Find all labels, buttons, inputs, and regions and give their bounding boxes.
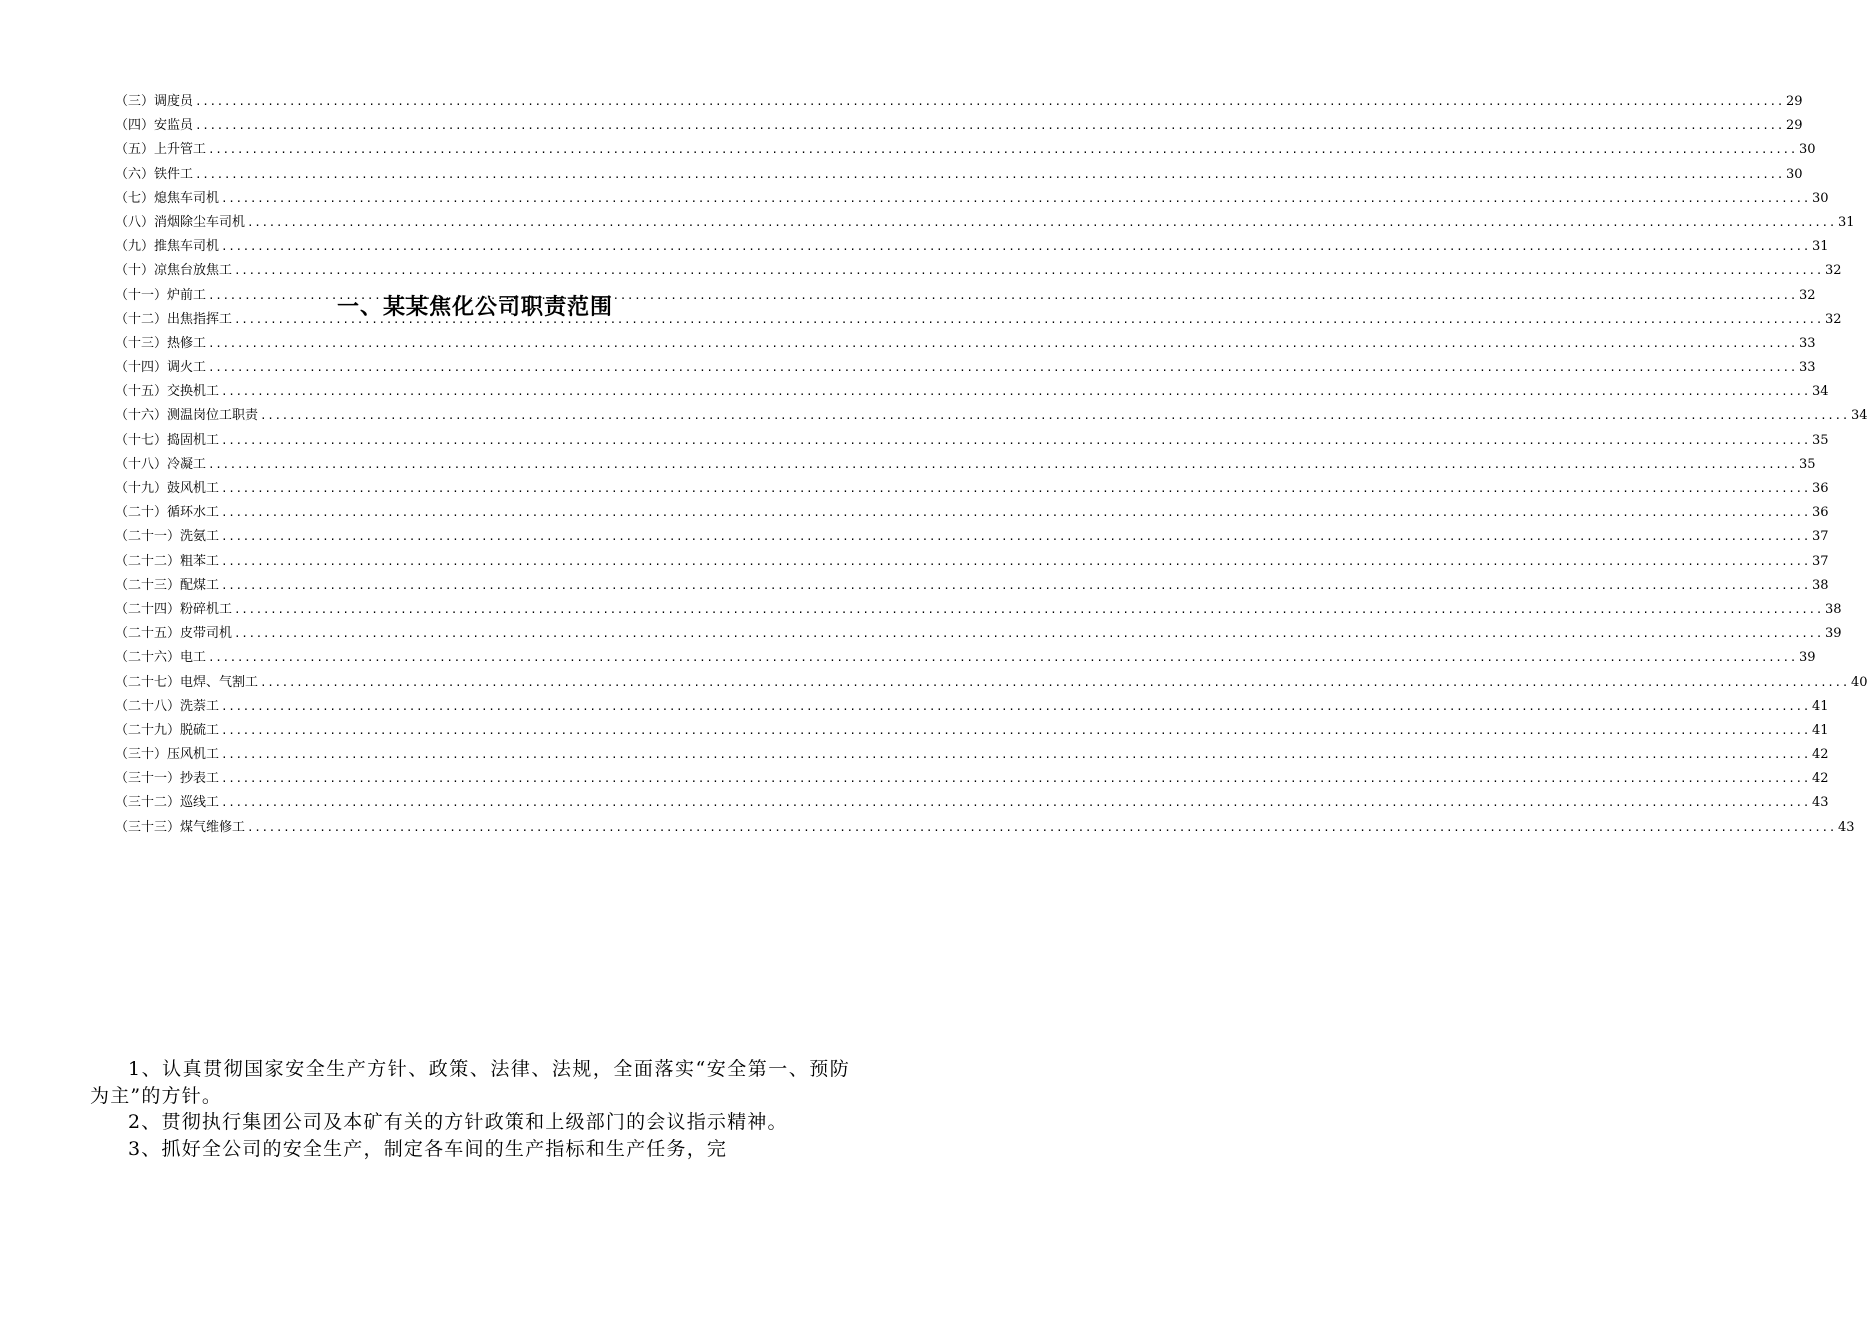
toc-leader-dots: ............................................................................................................................................................................................................................ <box>260 409 1849 423</box>
toc-entry[interactable] <box>115 211 1855 235</box>
toc-leader-dots: ............................................................................................................................................................................................................................ <box>234 312 1823 326</box>
toc-entry[interactable] <box>115 332 1816 356</box>
toc-entry[interactable] <box>115 453 1816 477</box>
toc-entry-label: （八）消烟除尘车司机 <box>115 214 246 230</box>
toc-entry-page: 29 <box>1785 94 1803 109</box>
toc-entry-page: 31 <box>1811 239 1829 255</box>
toc-entry-page: 42 <box>1811 747 1829 763</box>
toc-entry[interactable] <box>115 816 1855 840</box>
toc-entry[interactable] <box>115 380 1829 404</box>
toc-entry-label: （十六）测温岗位工职责 <box>115 408 259 424</box>
toc-entry-page: 38 <box>1811 577 1829 593</box>
toc-entry-label: （五）上升管工 <box>115 142 207 158</box>
toc-leader-dots: ............................................................................................................................................................................................................................ <box>208 143 1797 157</box>
toc-entry-page: 35 <box>1798 456 1816 472</box>
toc-entry-page: 41 <box>1811 722 1829 738</box>
toc-entry-label: （三十一）抄表工 <box>115 771 220 787</box>
toc-entry-page: 37 <box>1811 553 1829 569</box>
toc-entry-label: （十一）炉前工 <box>115 287 207 303</box>
toc-entry-label: （二十一）洗氨工 <box>115 529 220 545</box>
toc-entry[interactable] <box>115 259 1842 283</box>
toc-leader-dots: ............................................................................................................................................................................................................................ <box>208 651 1797 665</box>
toc-entry-page: 39 <box>1798 650 1816 666</box>
toc-entry-page: 34 <box>1850 408 1868 424</box>
toc-entry-label: （二十七）电焊、气割工 <box>115 674 259 690</box>
toc-leader-dots: ............................................................................................................................................................................................................................ <box>234 627 1823 641</box>
toc-entry[interactable] <box>115 767 1829 791</box>
toc-entry-page: 43 <box>1811 795 1829 811</box>
toc-leader-dots: ............................................................................................................................................................................................................................ <box>234 602 1823 616</box>
toc-entry-page: 41 <box>1811 698 1829 714</box>
toc-leader-dots: ............................................................................................................................................................................................................................ <box>208 361 1797 375</box>
toc-entry[interactable] <box>115 743 1829 767</box>
toc-entry[interactable] <box>115 646 1816 670</box>
toc-leader-dots: ............................................................................................................................................................................................................................ <box>221 796 1810 810</box>
toc-entry-label: （二十九）脱硫工 <box>115 722 220 738</box>
toc-entry-page: 32 <box>1798 287 1816 303</box>
toc-entry-label: （三十二）巡线工 <box>115 795 220 811</box>
toc-entry-label: （九）推焦车司机 <box>115 239 220 255</box>
toc-entry[interactable] <box>115 356 1816 380</box>
toc-leader-dots: ............................................................................................................................................................................................................................ <box>221 191 1810 205</box>
toc-entry-page: 40 <box>1850 674 1868 690</box>
toc-leader-dots: ............................................................................................................................................................................................................................ <box>221 578 1810 592</box>
toc-entry-page: 35 <box>1811 432 1829 448</box>
toc-entry[interactable] <box>115 477 1829 501</box>
toc-entry[interactable] <box>115 671 1868 695</box>
toc-leader-dots: ............................................................................................................................................................................................................................ <box>195 95 1784 108</box>
toc-entry[interactable] <box>115 525 1829 549</box>
toc-leader-dots: ............................................................................................................................................................................................................................ <box>221 385 1810 399</box>
toc-entry-label: （三十三）煤气维修工 <box>115 819 246 835</box>
toc-entry-label: （七）熄焦车司机 <box>115 190 220 206</box>
paragraph-2: 2、贯彻执行集团公司及本矿有关的方针政策和上级部门的会议指示精神。 <box>128 1111 788 1133</box>
toc-entry-page: 33 <box>1798 335 1816 351</box>
toc-leader-dots: ............................................................................................................................................................................................................................ <box>195 167 1784 181</box>
toc-leader-dots: ............................................................................................................................................................................................................................ <box>221 506 1810 520</box>
toc-entry[interactable] <box>115 719 1829 743</box>
toc-entry-label: （二十五）皮带司机 <box>115 626 233 642</box>
toc-entry-label: （十二）出焦指挥工 <box>115 311 233 327</box>
toc-entry-label: （三）调度员 <box>115 94 194 109</box>
toc-entry-label: （二十六）电工 <box>115 650 207 666</box>
toc-leader-dots: ............................................................................................................................................................................................................................ <box>221 433 1810 447</box>
toc-entry[interactable] <box>115 235 1829 259</box>
toc-entry[interactable] <box>115 598 1842 622</box>
toc-entry-label: （二十四）粉碎机工 <box>115 601 233 617</box>
toc-entry-label: （十四）调火工 <box>115 360 207 376</box>
toc-leader-dots: ............................................................................................................................................................................................................................ <box>221 723 1810 737</box>
toc-entry-label: （四）安监员 <box>115 118 194 134</box>
toc-entry[interactable] <box>115 90 1803 114</box>
toc-entry[interactable] <box>115 550 1829 574</box>
section-title: 一、某某焦化公司职责范围 <box>336 295 613 320</box>
toc-entry[interactable] <box>115 622 1842 646</box>
toc-entry-page: 39 <box>1824 626 1842 642</box>
toc-entry-label: （十）凉焦台放焦工 <box>115 263 233 279</box>
toc-entry-label: （六）铁件工 <box>115 166 194 182</box>
toc-entry-page: 30 <box>1798 142 1816 158</box>
toc-entry-page: 31 <box>1837 214 1855 230</box>
toc-entry-label: （十八）冷凝工 <box>115 456 207 472</box>
toc-entry-page: 43 <box>1837 819 1855 835</box>
toc-entry[interactable] <box>115 404 1868 428</box>
toc-entry-label: （十九）鼓风机工 <box>115 481 220 496</box>
toc-entry-page: 34 <box>1811 384 1829 400</box>
toc-entry-page: 33 <box>1798 360 1816 376</box>
toc-leader-dots: ............................................................................................................................................................................................................................ <box>208 336 1797 350</box>
toc-entry-label: （二十二）粗苯工 <box>115 553 220 569</box>
toc-entry[interactable] <box>115 791 1829 815</box>
toc-entry-label: （二十八）洗萘工 <box>115 698 220 714</box>
toc-leader-dots: ............................................................................................................................................................................................................................ <box>195 119 1784 133</box>
toc-leader-dots: ............................................................................................................................................................................................................................ <box>221 240 1810 254</box>
toc-entry-page: 42 <box>1811 771 1829 787</box>
toc-entry-page: 32 <box>1824 263 1842 279</box>
toc-entry[interactable] <box>115 187 1829 211</box>
toc-entry[interactable] <box>115 138 1816 162</box>
toc-entry-label: （三十）压风机工 <box>115 747 220 763</box>
toc-entry-page: 38 <box>1824 601 1842 617</box>
toc-entry-page: 36 <box>1811 505 1829 521</box>
toc-leader-dots: ............................................................................................................................................................................................................................ <box>221 748 1810 762</box>
toc-entry-label: （二十三）配煤工 <box>115 577 220 593</box>
paragraph-1: 1、认真贯彻国家安全生产方针、政策、法律、法规，全面落实“安全第一、预防为主”的方针。 <box>90 1058 850 1107</box>
toc-entry-label: （十五）交换机工 <box>115 384 220 400</box>
table-of-contents <box>115 90 1868 840</box>
body-text <box>90 1056 850 1162</box>
toc-leader-dots: ............................................................................................................................................................................................................................ <box>260 675 1849 689</box>
toc-entry[interactable] <box>115 574 1829 598</box>
toc-entry[interactable] <box>115 114 1803 138</box>
toc-entry-label: （二十）循环水工 <box>115 505 220 521</box>
toc-leader-dots: ............................................................................................................................................................................................................................ <box>234 264 1823 278</box>
toc-leader-dots: ............................................................................................................................................................................................................................ <box>221 699 1810 713</box>
toc-entry-page: 30 <box>1785 166 1803 182</box>
toc-entry-page: 37 <box>1811 529 1829 545</box>
toc-leader-dots: ............................................................................................................................................................................................................................ <box>208 457 1797 471</box>
toc-leader-dots: ............................................................................................................................................................................................................................ <box>221 554 1810 568</box>
toc-leader-dots: ............................................................................................................................................................................................................................ <box>221 530 1810 544</box>
toc-entry[interactable] <box>115 501 1829 525</box>
toc-leader-dots: ............................................................................................................................................................................................................................ <box>221 482 1810 495</box>
toc-entry-label: （十三）热修工 <box>115 335 207 351</box>
toc-entry[interactable] <box>115 163 1803 187</box>
toc-entry-page: 32 <box>1824 311 1842 327</box>
toc-leader-dots: ............................................................................................................................................................................................................................ <box>247 215 1836 229</box>
toc-entry[interactable] <box>115 429 1829 453</box>
toc-leader-dots: ............................................................................................................................................................................................................................ <box>247 820 1836 834</box>
paragraph-3: 3、抓好全公司的安全生产，制定各车间的生产指标和生产任务，完 <box>128 1137 728 1160</box>
toc-entry-page: 30 <box>1811 190 1829 206</box>
toc-entry-page: 29 <box>1785 118 1803 134</box>
toc-entry-label: （十七）捣固机工 <box>115 432 220 448</box>
toc-leader-dots: ............................................................................................................................................................................................................................ <box>208 288 1797 302</box>
toc-entry-page: 36 <box>1811 481 1829 496</box>
toc-leader-dots: ............................................................................................................................................................................................................................ <box>221 772 1810 786</box>
toc-entry[interactable] <box>115 695 1829 719</box>
